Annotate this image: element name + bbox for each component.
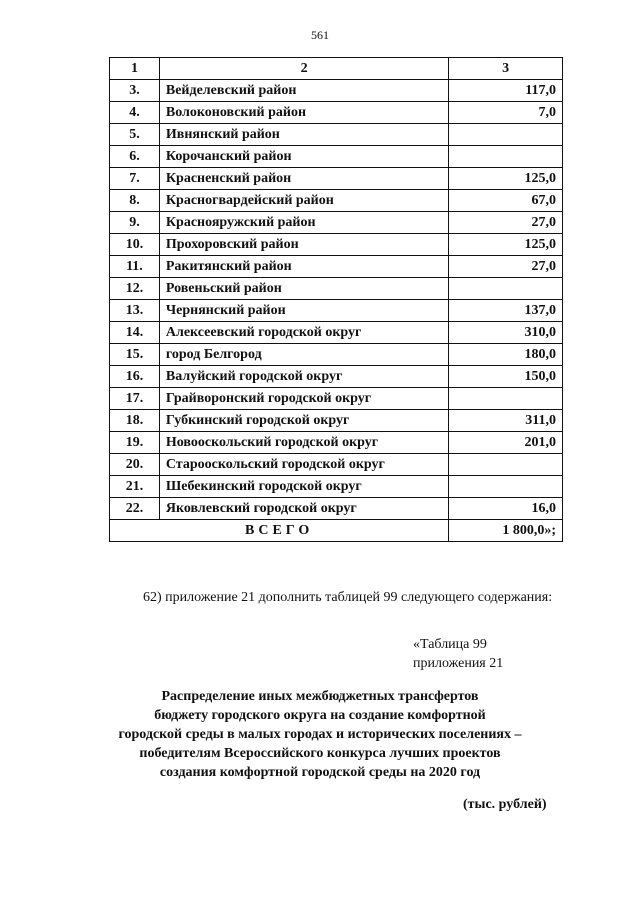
table-row <box>110 80 563 102</box>
table-label-line1: «Таблица 99 <box>413 637 487 652</box>
amount-value: 310,0 <box>449 322 563 344</box>
title-line: создания комфортной городской среды на 2020 год <box>159 765 481 780</box>
row-number: 11. <box>110 256 160 278</box>
row-number: 5. <box>110 124 160 146</box>
table-row <box>110 454 563 476</box>
district-name: Ивнянский район <box>159 124 448 146</box>
district-name: Алексеевский городской округ <box>159 322 448 344</box>
district-name: город Белгород <box>159 344 448 366</box>
amount-value: 27,0 <box>449 212 563 234</box>
amount-value <box>449 278 563 300</box>
row-number: 18. <box>110 410 160 432</box>
district-name: Прохоровский район <box>159 234 448 256</box>
table-row <box>110 300 563 322</box>
title-line: победителям Всероссийского конкурса лучших проектов <box>139 746 501 761</box>
amendment-text: 62) приложение 21 дополнить таблицей 99 следующего содержания: <box>143 590 553 605</box>
row-number: 3. <box>110 80 160 102</box>
district-name: Вейделевский район <box>159 80 448 102</box>
table-row <box>110 366 563 388</box>
row-number: 21. <box>110 476 160 498</box>
total-label: ВСЕГО <box>110 520 449 542</box>
row-number: 7. <box>110 168 160 190</box>
budget-table <box>109 57 563 542</box>
page-number: 561 <box>311 28 329 42</box>
amount-value: 67,0 <box>449 190 563 212</box>
row-number: 9. <box>110 212 160 234</box>
table-row <box>110 234 563 256</box>
table-row <box>110 256 563 278</box>
row-number: 22. <box>110 498 160 520</box>
row-number: 16. <box>110 366 160 388</box>
table-row <box>110 168 563 190</box>
row-number: 19. <box>110 432 160 454</box>
column-header-2: 2 <box>159 58 448 80</box>
table-row <box>110 498 563 520</box>
row-number: 6. <box>110 146 160 168</box>
row-number: 10. <box>110 234 160 256</box>
row-number: 17. <box>110 388 160 410</box>
amount-value: 180,0 <box>449 344 563 366</box>
district-name: Яковлевский городской округ <box>159 498 448 520</box>
row-number: 15. <box>110 344 160 366</box>
amount-value: 150,0 <box>449 366 563 388</box>
table-header-row <box>110 58 563 80</box>
table-row <box>110 102 563 124</box>
row-number: 14. <box>110 322 160 344</box>
table-row <box>110 432 563 454</box>
district-name: Старооскольский городской округ <box>159 454 448 476</box>
table-row <box>110 344 563 366</box>
district-name: Красногвардейский район <box>159 190 448 212</box>
row-number: 20. <box>110 454 160 476</box>
district-name: Ракитянский район <box>159 256 448 278</box>
table-row <box>110 410 563 432</box>
row-number: 13. <box>110 300 160 322</box>
amount-value: 137,0 <box>449 300 563 322</box>
total-row <box>110 520 563 542</box>
district-name: Ровеньский район <box>159 278 448 300</box>
district-name: Шебекинский городской округ <box>159 476 448 498</box>
amount-value: 16,0 <box>449 498 563 520</box>
table-row <box>110 388 563 410</box>
amount-value: 125,0 <box>449 168 563 190</box>
amount-value <box>449 388 563 410</box>
column-header-1: 1 <box>110 58 160 80</box>
units-label: (тыс. рублей) <box>463 797 547 812</box>
row-number: 8. <box>110 190 160 212</box>
amount-value: 125,0 <box>449 234 563 256</box>
amount-value: 201,0 <box>449 432 563 454</box>
district-name: Красненский район <box>159 168 448 190</box>
district-name: Новооскольский городской округ <box>159 432 448 454</box>
table-row <box>110 476 563 498</box>
amount-value <box>449 146 563 168</box>
district-name: Валуйский городской округ <box>159 366 448 388</box>
district-name: Чернянский район <box>159 300 448 322</box>
column-header-3: 3 <box>449 58 563 80</box>
amount-value <box>449 454 563 476</box>
table-row <box>110 124 563 146</box>
title-line: Распределение иных межбюджетных трансфертов <box>161 689 479 704</box>
table-label-line2: приложения 21 <box>413 656 504 671</box>
amount-value <box>449 476 563 498</box>
amount-value: 311,0 <box>449 410 563 432</box>
amount-value <box>449 124 563 146</box>
table-row <box>110 190 563 212</box>
table-row <box>110 278 563 300</box>
total-value: 1 800,0»; <box>449 520 563 542</box>
amount-value: 117,0 <box>449 80 563 102</box>
district-name: Волоконовский район <box>159 102 448 124</box>
amount-value: 27,0 <box>449 256 563 278</box>
table-row <box>110 146 563 168</box>
table-row <box>110 212 563 234</box>
district-name: Корочанский район <box>159 146 448 168</box>
table-row <box>110 322 563 344</box>
district-name: Грайворонский городской округ <box>159 388 448 410</box>
document-title <box>80 687 560 782</box>
row-number: 4. <box>110 102 160 124</box>
amount-value: 7,0 <box>449 102 563 124</box>
district-name: Краснояружский район <box>159 212 448 234</box>
row-number: 12. <box>110 278 160 300</box>
title-line: бюджету городского округа на создание комфортной <box>154 708 486 723</box>
title-line: городской среды в малых городах и исторических поселениях – <box>118 727 522 742</box>
district-name: Губкинский городской округ <box>159 410 448 432</box>
